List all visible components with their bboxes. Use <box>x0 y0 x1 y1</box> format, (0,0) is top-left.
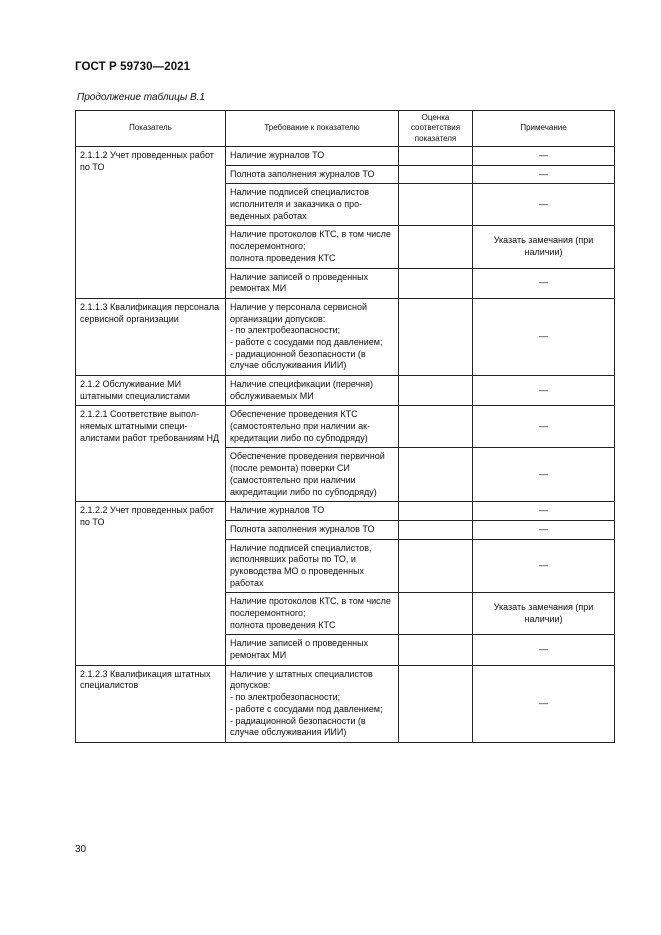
assessment-cell <box>399 635 473 665</box>
header-requirement: Требование к показателю <box>226 111 399 147</box>
note-cell: — <box>473 539 615 593</box>
requirement-cell: Наличие подписей специалистов исполнителя и заказчика о проведенных работах <box>226 184 399 226</box>
assessment-cell <box>399 165 473 184</box>
note-cell: — <box>473 268 615 298</box>
note-cell: — <box>473 184 615 226</box>
note-cell: — <box>473 298 615 375</box>
table-row <box>76 147 615 166</box>
indicator-cell: 2.1.2.1 Соответствие выполняемых штатными специалистами работ требованиям НД <box>76 406 226 502</box>
page-number: 30 <box>75 844 87 855</box>
assessment-cell <box>399 406 473 448</box>
requirement-cell: Наличие протоколов КТС, в том числе послеремонтного; полнота проведения КТС <box>226 593 399 635</box>
requirement-cell: Наличие спецификации (перечня) обслуживаемых МИ <box>226 376 399 406</box>
requirement-cell: Наличие журналов ТО <box>226 502 399 521</box>
requirement-cell: Наличие у персонала сервисной организации допусков: - по электробезопасности; - работе с сосудами под давлением; - радиационной безопасности (в случае обслуживания ИИИ) <box>226 298 399 375</box>
note-cell: — <box>473 376 615 406</box>
assessment-cell <box>399 376 473 406</box>
table-row <box>76 298 615 375</box>
note-cell: — <box>473 502 615 521</box>
requirement-cell: Наличие журналов ТО <box>226 147 399 166</box>
requirement-cell: Наличие протоколов КТС, в том числе послеремонтного; полнота проведения КТС <box>226 226 399 268</box>
indicator-cell: 2.1.1.2 Учет проведенных работ по ТО <box>76 147 226 299</box>
assessment-cell <box>399 226 473 268</box>
indicator-cell: 2.1.2 Обслуживание МИ штатными специалистами <box>76 376 226 406</box>
table-row <box>76 502 615 521</box>
assessment-cell <box>399 298 473 375</box>
assessment-cell <box>399 448 473 502</box>
note-cell: Указать замечания (при наличии) <box>473 226 615 268</box>
assessment-cell <box>399 502 473 521</box>
table-row <box>76 665 615 742</box>
assessment-cell <box>399 520 473 539</box>
table-caption: Продолжение таблицы В.1 <box>77 92 205 103</box>
requirement-cell: Полнота заполнения журналов ТО <box>226 165 399 184</box>
standard-number: ГОСТ Р 59730—2021 <box>75 61 191 73</box>
header-note: Примечание <box>473 111 615 147</box>
table-body <box>76 147 615 743</box>
requirement-cell: Наличие записей о проведенных ремонтах МИ <box>226 268 399 298</box>
table-header-row <box>76 111 615 147</box>
note-cell: — <box>473 448 615 502</box>
header-indicator: Показатель <box>76 111 226 147</box>
table-row <box>76 376 615 406</box>
note-cell: — <box>473 520 615 539</box>
note-cell: — <box>473 165 615 184</box>
requirement-cell: Обеспечение проведения КТС (самостоятельно при наличии аккредитации либо по субподряду) <box>226 406 399 448</box>
requirement-cell: Наличие записей о проведенных ремонтах МИ <box>226 635 399 665</box>
note-cell: — <box>473 665 615 742</box>
note-cell: — <box>473 635 615 665</box>
assessment-cell <box>399 665 473 742</box>
indicator-cell: 2.1.2.3 Квалификация штатных специалистов <box>76 665 226 742</box>
assessment-cell <box>399 539 473 593</box>
table-row <box>76 406 615 448</box>
note-cell: Указать замечания (при наличии) <box>473 593 615 635</box>
requirement-cell: Полнота заполнения журналов ТО <box>226 520 399 539</box>
indicator-cell: 2.1.2.2 Учет проведенных работ по ТО <box>76 502 226 666</box>
header-assessment: Оценка соответствия показателя <box>399 111 473 147</box>
assessment-cell <box>399 147 473 166</box>
note-cell: — <box>473 406 615 448</box>
requirement-cell: Наличие подписей специалистов, исполнявших работы по ТО, и руководства МО о проведенных работах <box>226 539 399 593</box>
indicator-cell: 2.1.1.3 Квалификация персонала сервисной организации <box>76 298 226 375</box>
requirement-cell: Наличие у штатных специалистов допусков: - по электробезопасности; - работе с сосудами под давлением; - радиационной безопасности (в случае обслуживания ИИИ) <box>226 665 399 742</box>
note-cell: — <box>473 147 615 166</box>
requirement-cell: Обеспечение проведения первичной (после ремонта) поверки СИ (самостоятельно при наличии аккредитации либо по субподряду) <box>226 448 399 502</box>
assessment-cell <box>399 184 473 226</box>
requirements-table <box>75 110 615 743</box>
assessment-cell <box>399 593 473 635</box>
assessment-cell <box>399 268 473 298</box>
